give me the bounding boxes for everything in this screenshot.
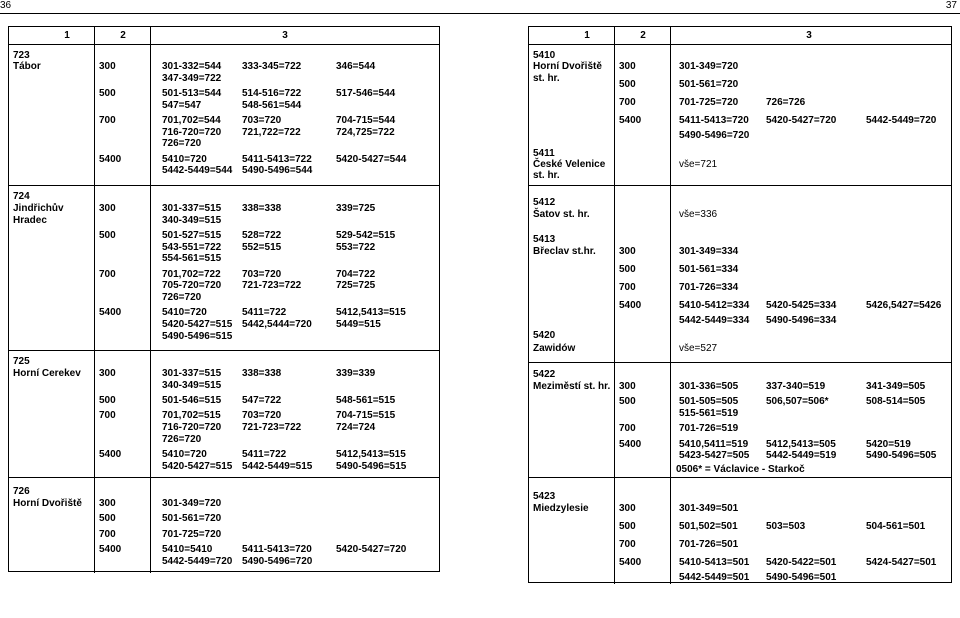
mapping-cell: 506,507=506* [766,396,829,407]
mapping-cell: 704=722 [336,269,376,280]
mapping-cell: 703=720 [242,269,282,280]
mapping-cell: 338=338 [242,203,282,214]
left-table-header [9,27,439,45]
mapping-cell: 5442-5449=501 [679,572,750,583]
mapping-cell: 5442-5449=519 [766,450,837,461]
mapping-cell: 5420-5425=334 [766,300,837,311]
station-code: 723 [13,50,30,61]
class-code: 300 [619,246,636,257]
mapping-cell: 501-527=515 [162,230,222,241]
mapping-cell: 5410=720 [162,449,207,460]
mapping-cell: 301-337=515 [162,368,222,379]
mapping-cell: 5410=720 [162,154,207,165]
mapping-cell: 5490-5496=515 [336,461,407,472]
page-number-right: 37 [945,0,957,11]
station-code: 5410 [533,50,556,61]
mapping-cell: 5423-5427=505 [679,450,750,461]
mapping-cell: 724,725=722 [336,127,395,138]
station-name-line-2: Hradec [13,215,47,226]
mapping-cell: 5490-5496=334 [766,315,837,326]
mapping-cell: 339=725 [336,203,376,214]
mapping-cell: 716-720=720 [162,127,222,138]
mapping-cell: 5442-5449=334 [679,315,750,326]
mapping-cell: 340-349=515 [162,380,222,391]
mapping-cell: 726=720 [162,292,202,303]
mapping-cell: 301-349=501 [679,503,739,514]
mapping-cell: 501,502=501 [679,521,738,532]
right-header-col-2: 2 [640,30,646,41]
mapping-cell: 5411-5413=722 [242,154,312,165]
class-code: 300 [619,61,636,72]
mapping-cell: 548-561=515 [336,395,396,406]
class-code: 500 [99,88,116,99]
class-code: 500 [99,395,116,406]
mapping-cell: 5411=722 [242,307,287,318]
station-code: 724 [13,191,30,202]
class-code: 700 [619,539,636,550]
mapping-cell: 5490-5496=505 [866,450,937,461]
mapping-cell: 5490-5496=720 [679,130,750,141]
class-code: 300 [99,61,116,72]
mapping-cell: 333-345=722 [242,61,302,72]
mapping-cell: 705-720=720 [162,280,222,291]
mapping-cell: 501-505=505 [679,396,739,407]
station-name: Zawidów [533,343,576,354]
right-separator-1 [529,185,951,186]
mapping-cell: 726=720 [162,434,202,445]
class-code: 500 [99,230,116,241]
mapping-cell: 5490-5496=515 [162,331,233,342]
mapping-cell: 5412,5413=515 [336,307,406,318]
right-header-col-3: 3 [806,30,812,41]
mapping-cell: 337-340=519 [766,381,826,392]
mapping-cell: 514-516=722 [242,88,302,99]
class-code: 700 [99,269,116,280]
station-code: 5423 [533,491,556,502]
left-header-col-2: 2 [120,30,126,41]
station-code: 5420 [533,330,556,341]
top-rule [0,13,960,14]
left-divider-2 [150,27,151,573]
mapping-cell: 5420-5427=515 [162,461,233,472]
mapping-cell: 725=725 [336,280,376,291]
station-code: 725 [13,356,30,367]
mapping-cell: 701-726=519 [679,423,739,434]
mapping-cell: 726=726 [766,97,806,108]
mapping-cell: 504-561=501 [866,521,926,532]
mapping-cell: 346=544 [336,61,376,72]
station-name: Horní Cerekev [13,368,81,379]
mapping-cell: 716-720=720 [162,422,222,433]
right-divider-1 [614,27,615,584]
mapping-cell: 724=724 [336,422,376,433]
mapping-cell: 704-715=515 [336,410,396,421]
mapping-cell: 553=722 [336,242,376,253]
right-separator-2 [529,362,951,363]
mapping-cell: 703=720 [242,410,282,421]
mapping-cell: 515-561=519 [679,408,739,419]
all-value: vše=527 [679,343,718,354]
right-table-header [529,27,951,45]
class-code: 700 [619,423,636,434]
right-table [528,26,952,583]
mapping-cell: 5420=519 [866,439,911,450]
mapping-cell: 5426,5427=5426 [866,300,942,311]
mapping-cell: 5410-5412=334 [679,300,750,311]
class-code: 300 [619,503,636,514]
station-name: Horní Dvořiště [533,61,602,72]
mapping-cell: 5420-5427=515 [162,319,233,330]
class-code: 5400 [619,115,642,126]
station-code: 5413 [533,234,556,245]
mapping-cell: 5420-5427=720 [336,544,407,555]
mapping-cell: 701-726=501 [679,539,739,550]
class-code: 700 [99,115,116,126]
mapping-cell: 5411-5413=720 [679,115,749,126]
mapping-cell: 301-337=515 [162,203,222,214]
mapping-cell: 501-561=720 [679,79,739,90]
page-number-left: 36 [0,0,12,11]
class-code: 700 [619,282,636,293]
mapping-cell: 701-725=720 [679,97,739,108]
mapping-cell: 5412,5413=515 [336,449,406,460]
class-code: 5400 [99,544,122,555]
mapping-cell: 528=722 [242,230,282,241]
mapping-cell: 501-561=334 [679,264,739,275]
station-name-line-2: st. hr. [533,73,560,84]
left-separator-1 [9,185,439,186]
station-name: Šatov st. hr. [533,209,590,220]
mapping-cell: 5410-5413=501 [679,557,750,568]
class-code: 500 [619,521,636,532]
mapping-cell: 5424-5427=501 [866,557,937,568]
class-code: 700 [619,97,636,108]
left-separator-2 [9,350,439,351]
class-code: 5400 [619,557,642,568]
class-code: 5400 [619,439,642,450]
class-code: 300 [99,498,116,509]
mapping-cell: 517-546=544 [336,88,396,99]
class-code: 500 [619,79,636,90]
mapping-cell: 5442,5444=720 [242,319,312,330]
mapping-cell: 301-349=720 [162,498,222,509]
mapping-cell: 701,702=544 [162,115,221,126]
station-name: Tábor [13,61,41,72]
right-divider-2 [670,27,671,584]
mapping-cell: 501-513=544 [162,88,222,99]
mapping-cell: 548-561=544 [242,100,302,111]
mapping-cell: 501-561=720 [162,513,222,524]
mapping-cell: 5410=5410 [162,544,213,555]
mapping-cell: 338=338 [242,368,282,379]
mapping-cell: 543-551=722 [162,242,222,253]
mapping-cell: 5410,5411=519 [679,439,749,450]
class-code: 5400 [99,307,122,318]
mapping-cell: 5411=722 [242,449,287,460]
mapping-cell: 347-349=722 [162,73,222,84]
class-code: 700 [99,529,116,540]
station-name: Břeclav st.hr. [533,246,596,257]
mapping-cell: 5420-5427=720 [766,115,837,126]
class-code: 5400 [619,300,642,311]
left-separator-3 [9,477,439,478]
mapping-cell: 703=720 [242,115,282,126]
mapping-cell: 701,702=722 [162,269,221,280]
class-code: 5400 [99,154,122,165]
class-code: 5400 [99,449,122,460]
mapping-cell: 301-332=544 [162,61,222,72]
mapping-cell: 508-514=505 [866,396,926,407]
all-value: vše=721 [679,159,718,170]
class-code: 500 [99,513,116,524]
mapping-cell: 5490-5496=544 [242,165,313,176]
left-header-col-3: 3 [282,30,288,41]
mapping-cell: 5420-5427=544 [336,154,407,165]
station-name: Jindřichův [13,203,64,214]
mapping-cell: 5420-5422=501 [766,557,837,568]
mapping-cell: 5442-5449=515 [242,461,313,472]
mapping-cell: 5449=515 [336,319,381,330]
mapping-cell: 5442-5449=544 [162,165,233,176]
station-code: 726 [13,486,30,497]
mapping-cell: 554-561=515 [162,253,222,264]
mapping-cell: 701-726=334 [679,282,739,293]
mapping-cell: 501-546=515 [162,395,222,406]
mapping-cell: 721-723=722 [242,280,302,291]
mapping-cell: 340-349=515 [162,215,222,226]
mapping-cell: 5411-5413=720 [242,544,312,555]
station-name: České Velenice [533,159,606,170]
mapping-cell: 301-349=334 [679,246,739,257]
mapping-cell: 701,702=515 [162,410,221,421]
station-name: Miedzylesie [533,503,589,514]
mapping-cell: 721-723=722 [242,422,302,433]
mapping-cell: 701-725=720 [162,529,222,540]
mapping-cell: 529-542=515 [336,230,396,241]
mapping-cell: 547=547 [162,100,202,111]
footnote: 0506* = Václavice - Starkoč [676,464,805,475]
all-value: vše=336 [679,209,718,220]
mapping-cell: 5412,5413=505 [766,439,836,450]
mapping-cell: 726=720 [162,138,202,149]
mapping-cell: 339=339 [336,368,376,379]
station-name-line-2: st. hr. [533,170,560,181]
mapping-cell: 341-349=505 [866,381,926,392]
mapping-cell: 5442-5449=720 [866,115,937,126]
station-code: 5412 [533,197,556,208]
class-code: 300 [619,381,636,392]
mapping-cell: 5490-5496=501 [766,572,837,583]
left-divider-1 [94,27,95,573]
mapping-cell: 5490-5496=720 [242,556,313,567]
mapping-cell: 704-715=544 [336,115,396,126]
left-table [8,26,440,572]
left-header-col-1: 1 [64,30,70,41]
mapping-cell: 5442-5449=720 [162,556,233,567]
class-code: 300 [99,203,116,214]
mapping-cell: 503=503 [766,521,806,532]
station-code: 5422 [533,369,556,380]
mapping-cell: 552=515 [242,242,282,253]
class-code: 700 [99,410,116,421]
right-header-col-1: 1 [584,30,590,41]
station-name: Horní Dvořiště [13,498,82,509]
mapping-cell: 5410=720 [162,307,207,318]
class-code: 500 [619,264,636,275]
mapping-cell: 721,722=722 [242,127,301,138]
right-separator-3 [529,477,951,478]
class-code: 500 [619,396,636,407]
class-code: 300 [99,368,116,379]
station-name: Meziměstí st. hr. [533,381,611,392]
mapping-cell: 301-349=720 [679,61,739,72]
mapping-cell: 301-336=505 [679,381,739,392]
mapping-cell: 547=722 [242,395,282,406]
station-code: 5411 [533,148,555,159]
